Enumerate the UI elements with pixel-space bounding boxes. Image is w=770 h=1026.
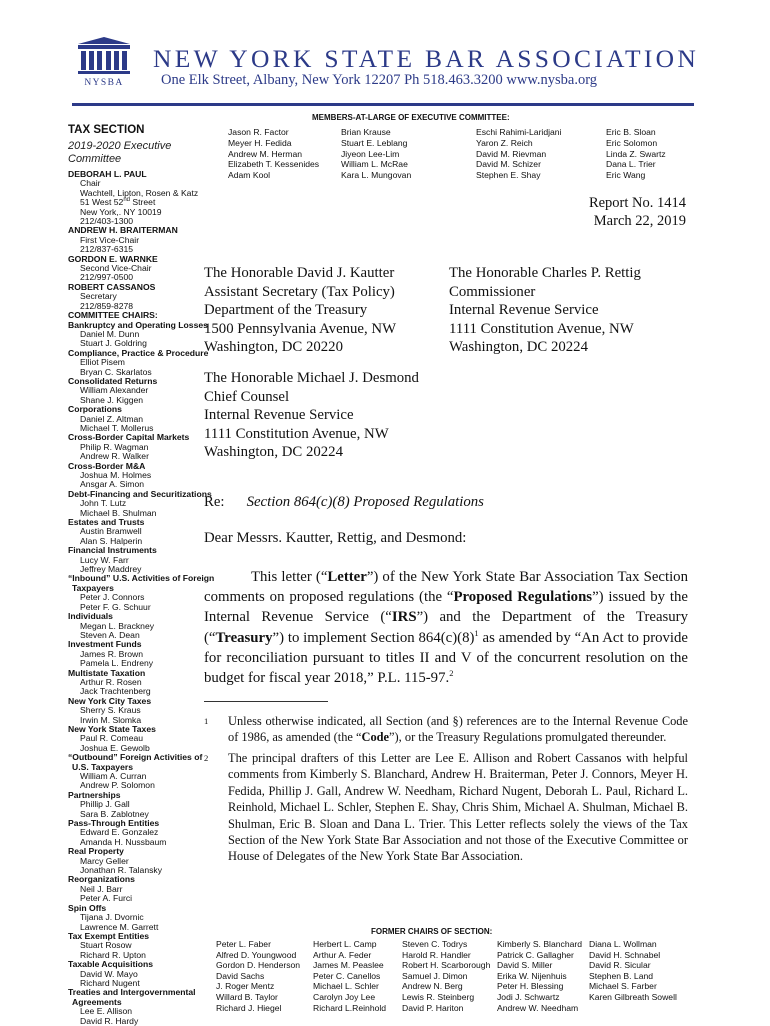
committee-member: David R. Hardy xyxy=(80,1015,139,1026)
former-chair-name: Andrew N. Berg xyxy=(402,981,463,992)
committee-member: Bryan C. Skarlatos xyxy=(80,366,152,377)
committee-title: Estates and Trusts xyxy=(68,517,145,528)
committee-member: Peter F. G. Schuur xyxy=(80,601,151,612)
former-chair-name: Gordon D. Henderson xyxy=(216,960,301,971)
body-text: as amended by “An Act to provide for reconciliation pursuant to titles II and V of the concurrent resolution on the budget for fiscal year 2018,” P.L. 115-97. xyxy=(204,629,689,687)
officer-detail: 212/837-6315 xyxy=(80,244,134,255)
address-line: Internal Revenue Service xyxy=(449,302,599,319)
officer-detail: Chair xyxy=(80,178,101,189)
committee-member: Andrew P. Solomon xyxy=(80,780,155,791)
committee-member: Jonathan R. Talansky xyxy=(80,865,163,876)
member-name: David M. Rievman xyxy=(476,148,547,159)
footnote-1 xyxy=(204,713,688,746)
officer-detail: 51 West 52nd Street xyxy=(80,197,156,208)
committee-member: Michael T. Mollerus xyxy=(80,422,154,433)
committee-member: Megan L. Brackney xyxy=(80,620,155,631)
committee-chairs-title: COMMITTEE CHAIRS: xyxy=(68,310,158,321)
address-line: Commissioner xyxy=(449,283,536,300)
committee-member: Neil J. Barr xyxy=(80,883,123,894)
footnote-text-part: Unless otherwise indicated, all Section (and §) references are to the Internal Revenue Code of 1986, as amended (the “ xyxy=(228,714,688,745)
officer-detail: 212/997-0500 xyxy=(80,272,134,283)
footnote-number: 2 xyxy=(204,753,209,763)
former-chair-name: Stephen B. Land xyxy=(589,970,654,981)
defined-term: Code xyxy=(361,730,390,745)
former-chair-name: Erika W. Nijenhuis xyxy=(497,970,567,981)
former-chair-name: Andrew W. Needham xyxy=(497,1002,579,1013)
members-at-large-title: MEMBERS-AT-LARGE OF EXECUTIVE COMMITTEE: xyxy=(312,113,510,122)
letter-body xyxy=(204,567,688,688)
committee-title: Taxpayers xyxy=(72,582,114,593)
former-chair-name: Michael L. Schler xyxy=(313,981,379,992)
former-chair-name: Michael S. Farber xyxy=(589,981,657,992)
address-line: The Honorable Charles P. Rettig xyxy=(449,265,641,281)
committee-member: Andrew R. Walker xyxy=(80,451,149,462)
addressee-block xyxy=(204,369,419,462)
former-chair-name: David Sachs xyxy=(216,970,265,981)
members-column xyxy=(228,127,319,181)
officer-name: ANDREW H. BRAITERMAN xyxy=(68,225,178,236)
former-chair-name: Samuel J. Dimon xyxy=(402,970,468,981)
former-chair-name: Carolyn Joy Lee xyxy=(313,991,376,1002)
former-chair-name: Lewis R. Steinberg xyxy=(402,991,475,1002)
committee-member: Joshua M. Holmes xyxy=(80,470,152,480)
body-text: ”) of the New York State Bar Association Tax Section comments on proposed regulations (the “ xyxy=(204,569,688,606)
body-text: ”) to implement Section 864(c)(8) xyxy=(272,629,475,646)
committee-member: William Alexander xyxy=(80,385,149,396)
former-chair-name: Peter H. Blessing xyxy=(497,981,564,992)
body-text: ”) and the Department of the Treasury (“ xyxy=(204,609,688,646)
committee-title: Reorganizations xyxy=(68,874,135,885)
committee-title: Tax Exempt Entities xyxy=(68,930,150,941)
committee-member: James R. Brown xyxy=(80,648,144,659)
committee-member: Peter A. Furci xyxy=(80,893,133,904)
columns-logo-icon xyxy=(74,36,134,88)
address-line: Washington, DC 20224 xyxy=(204,444,343,461)
members-column xyxy=(476,127,562,181)
committee-member: Lawrence M. Garrett xyxy=(80,921,159,932)
committee-member: Austin Bramwell xyxy=(80,526,142,537)
former-chairs-column xyxy=(497,939,582,1013)
member-name: Jason R. Factor xyxy=(228,127,289,137)
committee-title: “Outbound” Foreign Activities of xyxy=(68,752,203,763)
committee-member: Richard Nugent xyxy=(80,977,140,988)
organization-contact: One Elk Street, Albany, New York 12207 Ph 518.463.3200 www.nysba.org xyxy=(161,72,598,88)
committee-title: Consolidated Returns xyxy=(68,375,158,386)
committee-member: Paul R. Comeau xyxy=(80,733,144,744)
committee-title: Treaties and Intergovernmental xyxy=(68,987,196,998)
officer-detail: First Vice-Chair xyxy=(80,234,140,245)
footnote-ref: 1 xyxy=(474,627,479,638)
committee-member: Pamela L. Endreny xyxy=(80,658,154,669)
committee-member: Arthur R. Rosen xyxy=(80,676,142,687)
member-name: Andrew M. Herman xyxy=(228,148,303,159)
officer-name: DEBORAH L. PAUL xyxy=(68,169,147,179)
address-line: Chief Counsel xyxy=(204,388,290,405)
committee-title: Multistate Taxation xyxy=(68,667,146,678)
committee-member: Jack Trachtenberg xyxy=(80,686,151,697)
footnote-text: The principal drafters of this Letter are Lee E. Allison and Robert Cassanos with helpful comments from Kimberly S. Blanchard, Andrew H. Braiterman, Peter J. Connors, Meyer H. Fedida, Phillip J. Gall, Andrew W. Needham, Richard Nugent, Deborah L. Paul, Richard L. Reinhold, Michael L. Schler, Stephen E. Shay, Chris Shim, Michael A. Shulman, Michael B. Shulman, Eric B. Sloan and Dana L. Trier. This Letter reflects solely the views of the Tax Section of the New York State Bar Association and not those of the Executive Committee or House of Delegates of the New York State Bar Association. xyxy=(228,751,688,864)
committee-title: New York City Taxes xyxy=(68,695,152,706)
sidebar-committee: 2019-2020 Executive Committee xyxy=(68,140,172,165)
committee-title: Investment Funds xyxy=(68,639,142,650)
former-chair-name: Richard J. Hiegel xyxy=(216,1002,282,1013)
former-chairs-column xyxy=(313,939,386,1013)
address-line: Washington, DC 20220 xyxy=(204,339,343,356)
committee-title: Agreements xyxy=(72,996,122,1007)
address-line: 1500 Pennsylvania Avenue, NW xyxy=(204,320,397,337)
committee-member: Elliot Pisem xyxy=(80,357,125,368)
former-chair-name: J. Roger Mentz xyxy=(216,981,275,992)
footnote-ref: 2 xyxy=(449,668,454,679)
address-line: Department of the Treasury xyxy=(204,302,368,319)
member-name: David M. Schizer xyxy=(476,159,541,170)
organization-name: NEW YORK STATE BAR ASSOCIATION xyxy=(153,44,700,73)
committee-title: U.S. Taxpayers xyxy=(72,761,133,772)
committee-member: Stuart Rosow xyxy=(80,940,132,951)
committee-member: Stuart J. Goldring xyxy=(80,338,147,349)
officer-detail: Second Vice-Chair xyxy=(80,263,152,274)
former-chair-name: Willard B. Taylor xyxy=(216,991,278,1002)
former-chair-name: Richard L.Reinhold xyxy=(313,1002,387,1013)
re-label: Re: xyxy=(204,494,225,510)
former-chair-name: Steven C. Todrys xyxy=(402,939,468,949)
committee-title: Real Property xyxy=(68,846,124,857)
footnote-2 xyxy=(204,750,688,865)
committee-title: Partnerships xyxy=(68,789,121,800)
committee-member: Phillip J. Gall xyxy=(80,799,130,810)
address-line: The Honorable David J. Kautter xyxy=(204,265,395,281)
member-name: Eric B. Sloan xyxy=(606,127,656,137)
committee-title: New York State Taxes xyxy=(68,723,156,734)
member-name: Brian Krause xyxy=(341,127,391,137)
committee-member: William A. Curran xyxy=(80,771,147,781)
committee-title: Pass-Through Entities xyxy=(68,818,160,829)
officer-detail: Wachtell, Lipton, Rosen & Katz xyxy=(80,187,199,198)
committee-member: Ansgar A. Simon xyxy=(80,479,145,490)
member-name: Adam Kool xyxy=(228,170,271,181)
footnote-divider xyxy=(204,701,328,702)
committee-title: Cross-Border M&A xyxy=(68,460,146,471)
member-name: Jiyeon Lee-Lim xyxy=(341,148,400,159)
officer-name: GORDON E. WARNKE xyxy=(68,253,158,264)
officers-list xyxy=(68,170,208,311)
member-name: Meyer H. Fedida xyxy=(228,137,292,148)
committee-title: Bankruptcy and Operating Losses xyxy=(68,319,208,330)
committee-member: Jeffrey Maddrey xyxy=(80,564,142,575)
former-chair-name: Peter C. Canellos xyxy=(313,970,381,981)
defined-term: IRS xyxy=(391,609,417,626)
member-name: Stephen E. Shay xyxy=(476,170,541,181)
defined-term: Proposed Regulations xyxy=(453,589,593,606)
address-line: Washington, DC 20224 xyxy=(449,339,588,356)
committee-title: Financial Instruments xyxy=(68,545,157,556)
address-line: 1111 Constitution Avenue, NW xyxy=(449,320,634,337)
committee-member: David W. Mayo xyxy=(80,968,138,979)
committee-member: Lee E. Allison xyxy=(80,1006,133,1017)
officer-name: ROBERT CASSANOS xyxy=(68,281,156,292)
report-info xyxy=(589,194,686,230)
footnote-text xyxy=(228,713,688,746)
committee-member: Richard R. Upton xyxy=(80,949,146,960)
former-chairs-column xyxy=(216,939,300,1013)
members-column xyxy=(341,127,411,181)
members-column xyxy=(606,127,666,181)
member-name: Eric Solomon xyxy=(606,137,658,148)
committee-member: Edward E. Gonzalez xyxy=(80,827,159,838)
header-divider xyxy=(72,103,694,106)
former-chair-name: Karen Gilbreath Sowell xyxy=(589,991,677,1002)
committee-member: Marcy Geller xyxy=(80,855,129,866)
defined-term: Letter xyxy=(327,569,367,585)
former-chair-name: Herbert L. Camp xyxy=(313,939,377,949)
member-name: Linda Z. Swartz xyxy=(606,148,666,159)
address-line: Assistant Secretary (Tax Policy) xyxy=(204,283,395,300)
former-chair-name: Peter L. Faber xyxy=(216,939,271,949)
committee-member: Steven A. Dean xyxy=(80,629,140,640)
committee-title: Debt-Financing and Securitizations xyxy=(68,488,212,499)
member-name: Eric Wang xyxy=(606,170,646,181)
former-chairs-title: FORMER CHAIRS OF SECTION: xyxy=(371,927,493,936)
committee-title: Compliance, Practice & Procedure xyxy=(68,347,209,358)
committee-member: Joshua E. Gewolb xyxy=(80,742,150,753)
committee-member: Sherry S. Kraus xyxy=(80,705,141,716)
former-chair-name: Jodi J. Schwartz xyxy=(497,991,560,1002)
report-date: March 22, 2019 xyxy=(593,213,686,229)
logo-text: NYSBA xyxy=(84,78,124,88)
former-chair-name: Harold R. Handler xyxy=(402,949,471,960)
member-name: Elizabeth T. Kessenides xyxy=(228,159,320,170)
committee-member: Peter J. Connors xyxy=(80,592,145,603)
address-line: The Honorable Michael J. Desmond xyxy=(204,370,419,386)
committee-member: Tijana J. Dvornic xyxy=(80,912,144,923)
re-line xyxy=(204,494,484,511)
former-chair-name: Arthur A. Feder xyxy=(313,949,372,960)
committee-member: Alan S. Halperin xyxy=(80,535,143,546)
former-chair-name: David R. Sicular xyxy=(589,960,651,971)
body-text: This letter (“ xyxy=(251,569,328,585)
addressee-block xyxy=(204,264,396,357)
officer-detail: Secretary xyxy=(80,291,117,302)
body-text: ”) issued by the Internal Revenue Service (“ xyxy=(204,589,688,626)
salutation: Dear Messrs. Kautter, Rettig, and Desmond: xyxy=(204,530,467,546)
former-chair-name: David S. Miller xyxy=(497,960,553,971)
report-number: Report No. 1414 xyxy=(588,195,686,211)
sidebar-title: TAX SECTION xyxy=(68,124,145,136)
address-line: Internal Revenue Service xyxy=(204,407,354,424)
addressee-block xyxy=(449,264,641,357)
committee-member: Irwin M. Slomka xyxy=(80,714,142,725)
committee-member: Sara B. Zablotney xyxy=(80,808,149,819)
officer-detail: New York,. NY 10019 xyxy=(80,206,162,217)
committee-member: Shane J. Kiggen xyxy=(80,394,144,405)
committee-title: Corporations xyxy=(68,404,122,415)
former-chair-name: Diana L. Wollman xyxy=(589,939,657,949)
defined-term: Treasury xyxy=(215,629,273,646)
former-chair-name: Alfred D. Youngwood xyxy=(216,949,297,960)
former-chairs-column xyxy=(402,939,490,1013)
nysba-logo xyxy=(74,36,134,88)
committee-member: Amanda H. Nussbaum xyxy=(80,836,167,847)
tax-section-sidebar xyxy=(68,123,215,1026)
footnote-text-part: ”), or the Treasury Regulations promulgated thereunder. xyxy=(389,730,667,745)
member-name: Kara L. Mungovan xyxy=(341,170,412,181)
former-chair-name: James M. Peaslee xyxy=(313,960,384,971)
member-name: William L. McRae xyxy=(341,159,408,170)
address-line: 1111 Constitution Avenue, NW xyxy=(204,425,389,442)
former-chair-name: Robert H. Scarborough xyxy=(402,960,491,971)
member-name: Stuart E. Leblang xyxy=(341,137,408,148)
committees-list xyxy=(68,319,215,1026)
member-name: Eschi Rahimi-Laridjani xyxy=(476,127,562,137)
member-name: Dana L. Trier xyxy=(606,159,656,170)
member-name: Yaron Z. Reich xyxy=(476,137,533,148)
committee-title: Spin Offs xyxy=(68,902,107,913)
committee-title: “Inbound” U.S. Activities of Foreign xyxy=(68,573,215,584)
committee-title: Taxable Acquisitions xyxy=(68,959,154,970)
committee-member: Michael B. Shulman xyxy=(80,507,157,518)
committee-member: Daniel Z. Altman xyxy=(80,413,144,424)
former-chairs-column xyxy=(589,939,677,1003)
officer-detail: 212/859-8278 xyxy=(80,300,134,311)
committee-member: John T. Lutz xyxy=(80,498,127,509)
former-chair-name: David P. Hariton xyxy=(402,1002,464,1013)
committee-title: Cross-Border Capital Markets xyxy=(68,432,190,443)
committee-member: Lucy W. Farr xyxy=(80,554,129,565)
officer-detail: 212/403-1300 xyxy=(80,216,134,227)
committee-member: Daniel M. Dunn xyxy=(80,328,140,339)
committee-title: Individuals xyxy=(68,611,113,622)
former-chair-name: Patrick C. Gallagher xyxy=(497,949,574,960)
former-chair-name: David H. Schnabel xyxy=(589,949,661,960)
former-chair-name: Kimberly S. Blanchard xyxy=(497,939,583,949)
committee-member: Philip R. Wagman xyxy=(80,441,149,452)
footnote-number: 1 xyxy=(204,716,209,726)
re-subject: Section 864(c)(8) Proposed Regulations xyxy=(246,494,484,510)
